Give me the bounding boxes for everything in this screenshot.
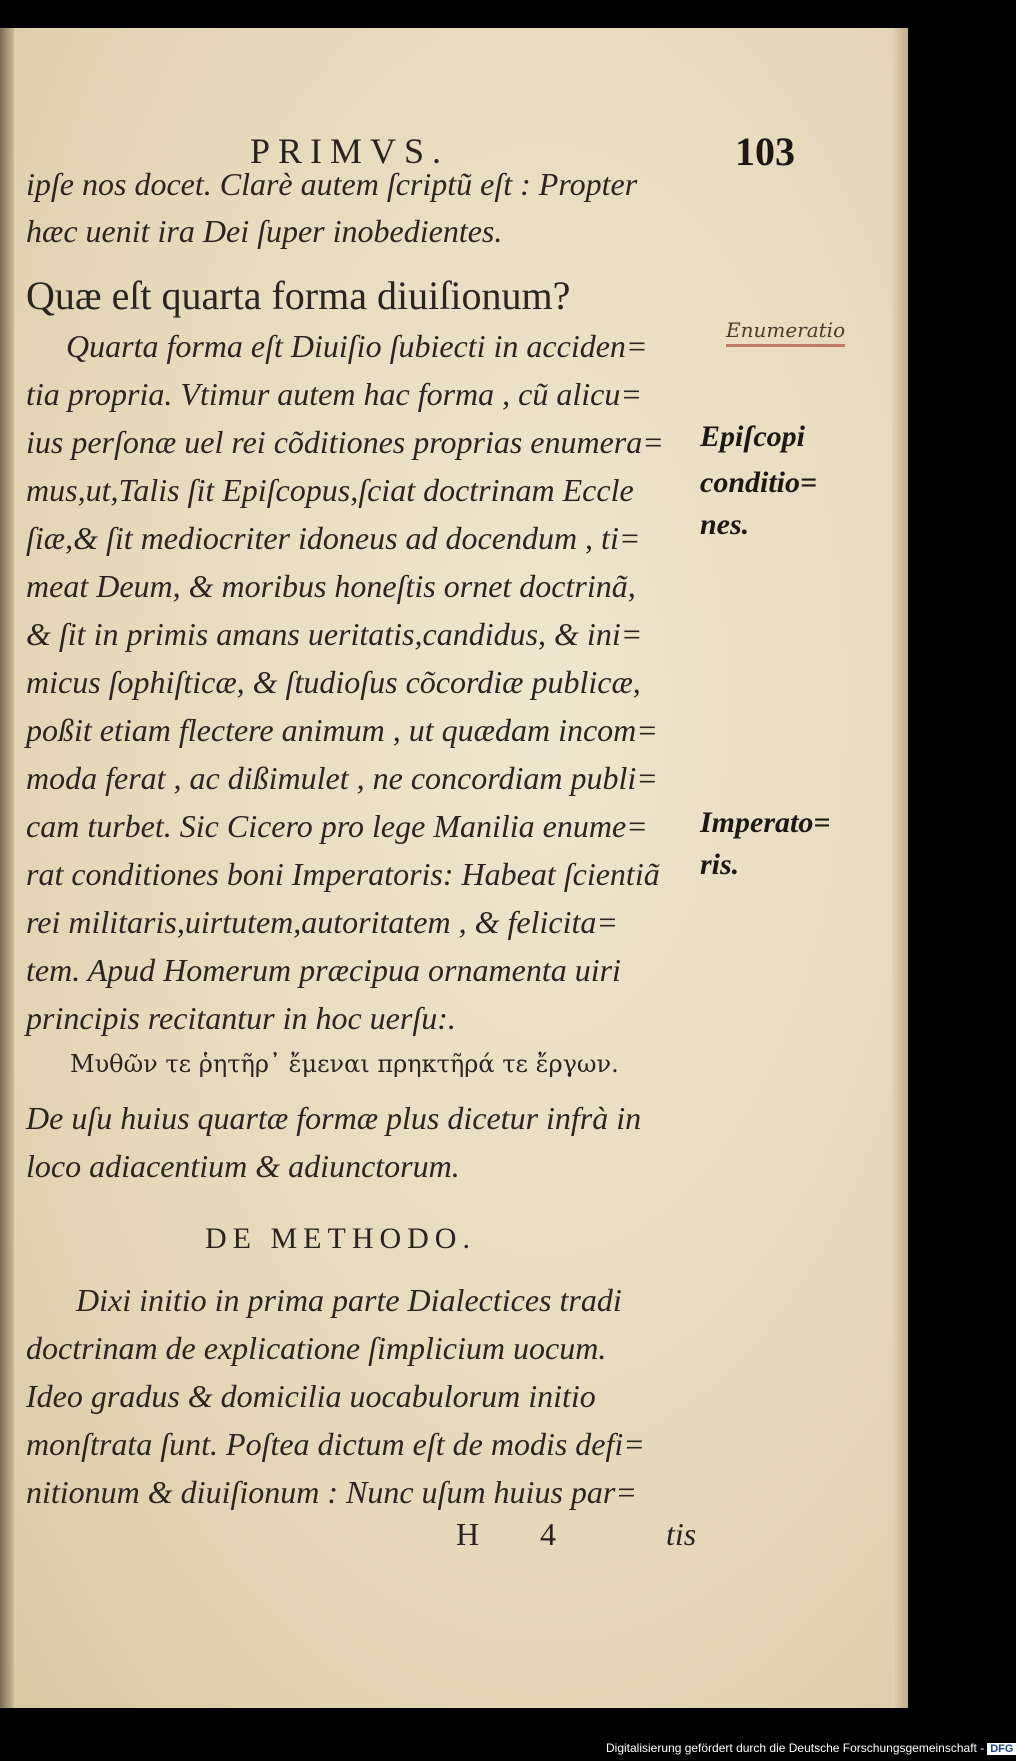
- text-line: principis recitantur in hoc uerſu:.: [26, 1000, 456, 1036]
- text-line: mus,ut,Talis ſit Epiſcopus,ſciat doctrinam Eccle: [26, 472, 634, 508]
- page-number: 103: [735, 129, 795, 174]
- text-line: poßit etiam flectere animum , ut quædam incom=: [26, 712, 658, 748]
- text-line: tia propria. Vtimur autem hac forma , cũ alicu=: [26, 376, 642, 412]
- question-heading: Quæ eſt quarta forma diuiſionum?: [26, 273, 571, 318]
- catchword: tis: [666, 1516, 697, 1552]
- text-line: micus ſophiſticæ, & ſtudioſus cõcordiæ publicæ,: [26, 664, 641, 700]
- dfg-logo: DFG: [987, 1743, 1016, 1755]
- text-line: meat Deum, & moribus honeſtis ornet doctrinã,: [26, 568, 636, 604]
- text-line: rei militaris,uirtutem,autoritatem , & felicita=: [26, 904, 618, 940]
- text-line: rat conditiones boni Imperatoris: Habeat ſcientiã: [26, 856, 660, 892]
- text-line: cam turbet. Sic Cicero pro lege Manilia enume=: [26, 808, 648, 844]
- greek-verse: Μυθῶν τε ῥητῆρ᾽ ἔμεναι πρηκτῆρά τε ἔργων.: [70, 1050, 619, 1078]
- text-line: Dixi initio in prima parte Dialectices tradi: [76, 1282, 622, 1318]
- margin-note-episcopi: Epiſcopi: [700, 420, 805, 453]
- digitization-credit: [606, 1741, 1016, 1755]
- text-line: De uſu huius quartæ formæ plus dicetur infrà in: [26, 1100, 642, 1136]
- running-title: PRIMVS.: [250, 131, 450, 171]
- text-line: moda ferat , ac dißimulet , ne concordiam publi=: [26, 760, 658, 796]
- text-line: hæc uenit ira Dei ſuper inobedientes.: [26, 213, 503, 249]
- text-line: loco adiacentium & adiunctorum.: [26, 1148, 460, 1184]
- margin-note-episcopi: conditio=: [700, 466, 818, 499]
- margin-note-episcopi: nes.: [700, 508, 750, 541]
- margin-note-imperatoris: ris.: [700, 848, 740, 881]
- text-line: Quarta forma eſt Diuiſio ſubiecti in acciden=: [66, 328, 648, 364]
- text-line: nitionum & diuiſionum : Nunc uſum huius par=: [26, 1474, 637, 1510]
- page-edge-left: [0, 28, 14, 1708]
- credit-text: Digitalisierung gefördert durch die Deutsche Forschungsgemeinschaft -: [606, 1741, 985, 1755]
- text-line: & ſit in primis amans ueritatis,candidus, & ini=: [26, 616, 643, 652]
- text-line: Ideo gradus & domicilia uocabulorum initio: [26, 1378, 596, 1414]
- section-heading: DE METHODO.: [205, 1222, 476, 1255]
- text-line: ſiæ,& ſit mediocriter idoneus ad docendum , ti=: [26, 520, 641, 556]
- signature-mark: H: [456, 1516, 480, 1552]
- text-line: ius perſonæ uel rei cõditiones proprias enumera=: [26, 424, 664, 460]
- margin-note-imperatoris: Imperato=: [700, 806, 831, 839]
- text-line: doctrinam de explicatione ſimplicium uocum.: [26, 1330, 607, 1366]
- handwritten-margin-note: Enumeratio: [726, 318, 845, 347]
- text-line: monſtrata ſunt. Poſtea dictum eſt de modis defi=: [26, 1426, 645, 1462]
- text-line: ipſe nos docet. Clarè autem ſcriptũ eſt : Propter: [26, 166, 638, 202]
- page-edge-right: [892, 28, 908, 1708]
- text-line: tem. Apud Homerum præcipua ornamenta uiri: [26, 952, 621, 988]
- signature-number: 4: [540, 1516, 556, 1552]
